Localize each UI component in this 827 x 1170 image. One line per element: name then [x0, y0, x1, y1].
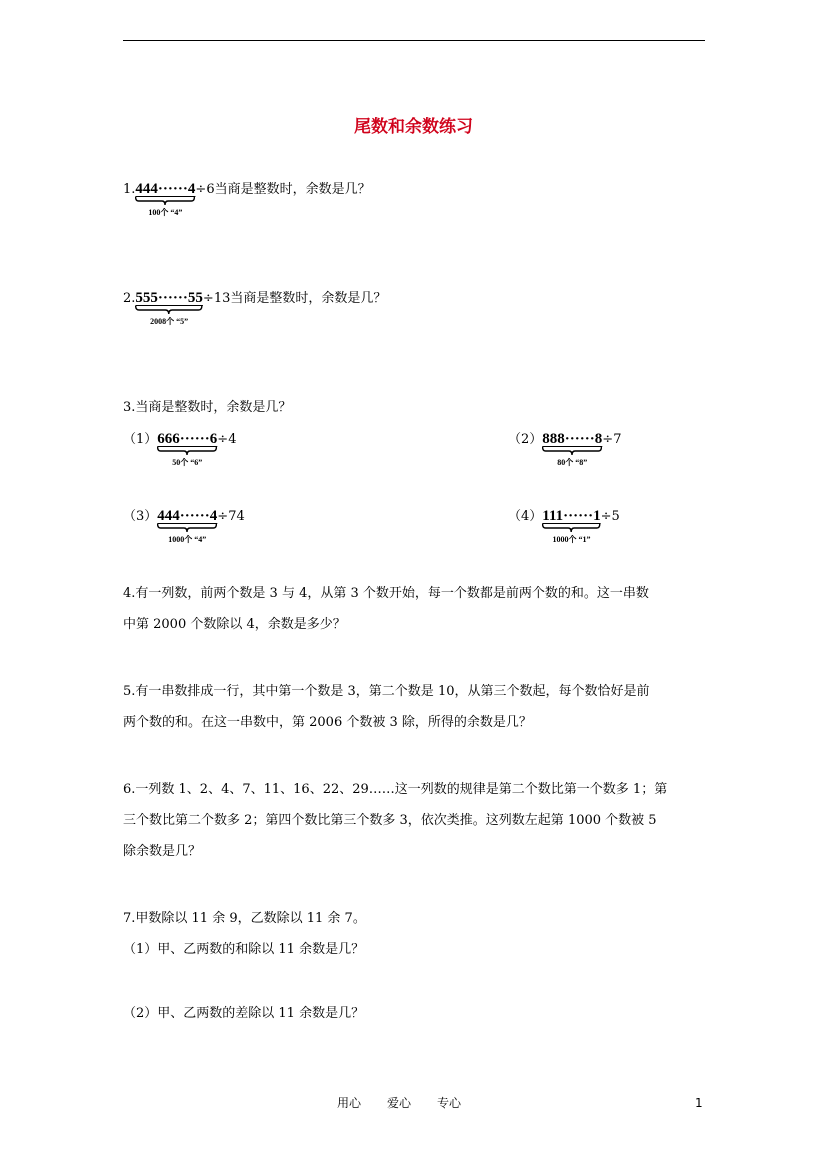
repeated-digits-expression	[157, 430, 218, 467]
question-3-part-4	[508, 507, 620, 544]
question-7-part-1: （1）甲、乙两数的和除以 11 余数是几？	[123, 942, 365, 957]
digit-count-label: 1000个 “1”	[552, 535, 591, 544]
question-text: ÷13当商是整数时，余数是几？	[202, 291, 387, 306]
divisor-text: ÷7	[602, 432, 622, 447]
repeated-digits-expression	[157, 507, 218, 544]
digit-count-label: 2008个 “5”	[150, 317, 189, 326]
question-4-line-2: 中第 2000 个数除以 4，余数是多少？	[123, 617, 346, 632]
question-text: ÷6当商是整数时，余数是几？	[195, 182, 371, 197]
question-number: 2.	[123, 291, 136, 306]
digits: 444······4	[135, 181, 196, 197]
question-4-line-1: 4.有一列数，前两个数是 3 与 4，从第 3 个数开始，每一个数都是前两个数的和。这一串数	[123, 586, 649, 601]
repeated-digits-expression	[135, 180, 196, 217]
repeated-digits-expression	[542, 507, 601, 544]
part-label: （1）	[123, 432, 158, 447]
page-number: 1	[695, 1096, 703, 1110]
digit-count-label: 50个 “6”	[172, 458, 203, 467]
question-5-line-1: 5.有一串数排成一行，其中第一个数是 3，第二个数是 10，从第三个数起，每个数恰好是前	[123, 684, 650, 699]
question-3-text: 3.当商是整数时，余数是几？	[123, 400, 292, 415]
divisor-text: ÷5	[600, 509, 620, 524]
question-7-text: 7.甲数除以 11 余 9，乙数除以 11 余 7。	[123, 911, 366, 926]
question-number: 1.	[123, 182, 136, 197]
divisor-text: ÷4	[217, 432, 237, 447]
divisor-text: ÷74	[217, 509, 245, 524]
digit-count-label: 100个 “4”	[148, 208, 183, 217]
part-label: （3）	[123, 509, 158, 524]
digits: 888······8	[542, 431, 603, 447]
digits: 555······55	[135, 290, 203, 306]
question-3-part-3	[123, 507, 245, 544]
page-title: 尾数和余数练习	[354, 117, 473, 137]
question-7-part-2: （2）甲、乙两数的差除以 11 余数是几？	[123, 1006, 365, 1021]
question-5-line-2: 两个数的和。在这一串数中，第 2006 个数被 3 除，所得的余数是几？	[123, 715, 532, 730]
part-label: （4）	[508, 509, 543, 524]
question-3-part-1	[123, 430, 237, 467]
digits: 444······4	[157, 508, 218, 524]
digit-count-label: 80个 “8”	[557, 458, 588, 467]
question-6-line-2: 三个数比第二个数多 2；第四个数比第三个数多 3，依次类推。这列数左起第 1000 个数被 5	[123, 813, 657, 828]
repeated-digits-expression	[542, 430, 603, 467]
question-3-part-2	[508, 430, 622, 467]
digits: 111······1	[542, 508, 601, 524]
question-6-line-1: 6.一列数 1、2、4、7、11、16、22、29……这一列数的规律是第二个数比第一个数多 1；第	[123, 782, 668, 797]
digits: 666······6	[157, 431, 218, 447]
digit-count-label: 1000个 “4”	[168, 535, 207, 544]
footer-word-1: 用心	[337, 1096, 362, 1110]
question-1	[123, 180, 371, 217]
question-2	[123, 289, 387, 326]
header-rule	[123, 40, 705, 41]
repeated-digits-expression	[135, 289, 203, 326]
footer-word-2: 爱心	[387, 1096, 412, 1110]
footer-word-3: 专心	[437, 1096, 462, 1110]
part-label: （2）	[508, 432, 543, 447]
question-6-line-3: 除余数是几？	[123, 844, 202, 859]
